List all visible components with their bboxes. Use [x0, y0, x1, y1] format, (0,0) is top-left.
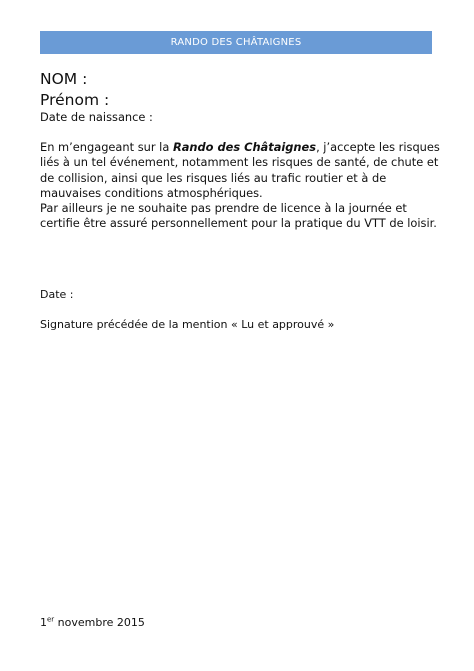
footer-date — [40, 616, 145, 630]
declaration-paragraph-1 — [40, 140, 440, 201]
declaration-intro: En m’engageant sur la — [40, 140, 173, 154]
footer-day: 1 — [40, 616, 47, 629]
declaration-text — [40, 140, 440, 232]
declaration-continuation: , j’accepte les risques liés à un tel événement, notamment les risques de santé, de chute et de collision, ainsi que les risques liés au trafic routier et à de mauvaises conditions atmosphériques. — [40, 140, 440, 200]
header-title: RANDO DES CHÂTAIGNES — [170, 37, 302, 48]
nom-label: NOM : — [40, 70, 88, 88]
signature-label: Signature précédée de la mention « Lu et approuvé » — [40, 318, 335, 331]
declaration-paragraph-2: Par ailleurs je ne souhaite pas prendre de licence à la journée et certifie être assuré personnellement pour la pratique du VTT de loisir. — [40, 201, 437, 231]
prenom-label: Prénom : — [40, 91, 110, 109]
date-of-birth-label: Date de naissance : — [40, 110, 153, 124]
footer-day-suffix: er — [47, 615, 55, 624]
footer-month-year: novembre 2015 — [54, 616, 145, 629]
event-name: Rando des Châtaignes — [172, 140, 317, 154]
header-banner — [40, 31, 432, 54]
date-label: Date : — [40, 288, 74, 301]
